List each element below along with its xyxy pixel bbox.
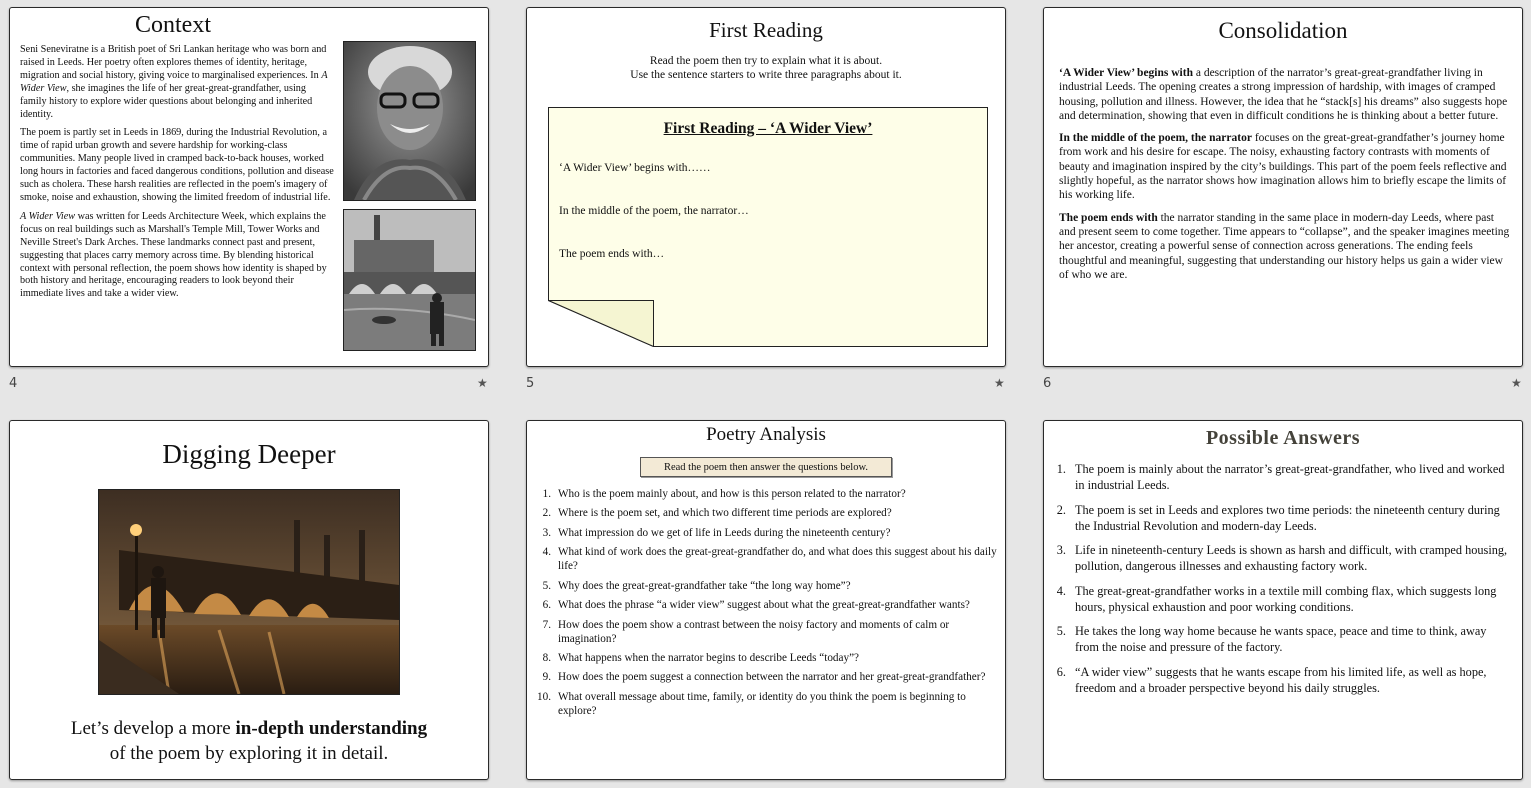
slide-number: 4 [9,376,18,391]
list-item: 7. How does the poem show a contrast between the noisy factory and moments of calm or imagination? [542,618,950,645]
list-item: 1. Who is the poem mainly about, and how is this person related to the narrator? [542,488,906,500]
consolidation-paragraph-1: ‘A Wider View’ begins with a description of the narrator’s great-great-grandfather living in industrial Leeds. The opening creates a strong impression of hardship, with images of cramped housing, pollution and illness. However, the idea that he “stack[s] his dreams” also suggests hope and determination, showing that even in difficult conditions he is thinking about a better future. [1059,67,1508,122]
poet-portrait-image [343,41,476,201]
slide-title: Poetry Analysis [706,424,826,445]
list-item: 2. The poem is set in Leeds and explores two time periods: the nineteenth century during the Industrial Revolution and modern-day Leeds. [1056,502,1500,533]
slide-caption: Let’s develop a more in-depth understanding of the poem by exploring it in detail. [70,718,428,764]
list-item: 3. What impression do we get of life in Leeds during the nineteenth century? [542,526,891,539]
list-item: 10. What overall message about time, family, or identity do you think the poem is beginning to explore? [537,690,966,717]
night-bridge-image [98,489,400,695]
instruction-banner: Read the poem then answer the questions below. [640,457,892,477]
list-item: 5. He takes the long way home because he wants space, peace and time to think, away from the noise and pressure of the factory. [1056,624,1487,654]
list-item: 6. “A wider view” suggests that he wants escape from his limited life, as well as hope, freedom and a broader perspective beyond his daily struggles. [1056,664,1487,695]
sentence-starter-2: In the middle of the poem, the narrator… [559,205,749,217]
slide-thumbnail-9[interactable] [1043,420,1523,780]
consolidation-paragraph-3: The poem ends with the narrator standing in the same place in modern-day Leeds, where past and present seem to come together. Time appears to “collapse”, and the speaker imagines meeting her ancestor, creating a powerful sense of connection across generations. The ending feels thoughtful and meaningful, suggesting that understanding our history helps us gain a wider view of who we are. [1059,211,1510,281]
context-paragraph-1: Seni Seneviratne is a British poet of Sri Lankan heritage who was born and raised in Leeds. Her poetry often explores themes of identity, heritage, migration and social history, giving voice to marginalised experiences. In A Wider View, she imagines the life of her great-great-grandfather, using family history to explore wider questions about belonging and inherited identity. [20,44,328,120]
slide-thumbnail-6[interactable] [1043,7,1523,367]
sentence-starter-1: ‘A Wider View’ begins with…… [559,162,711,174]
sticky-note [548,107,988,347]
star-icon: ★ [994,376,1005,390]
note-title: First Reading – ‘A Wider View’ [663,120,873,137]
slide-title: Consolidation [1218,18,1348,43]
list-item: 3. Life in nineteenth-century Leeds is shown as harsh and difficult, with cramped housing, pollution, dangerous illnesses and exhausting factory work. [1056,543,1508,573]
list-item: 5. Why does the great-great-grandfather take “the long way home”? [542,579,851,592]
context-paragraph-3: A Wider View was written for Leeds Architecture Week, which explains the focus on real buildings such as Marshall's Temple Mill, Tower Works and Neville Street's Dark Arches. These landmarks connect past and present, suggesting that places carry memory across time. By blending historical context with personal reflection, the poem shows how identity is shaped by both history and heritage, encouraging readers to look beyond their immediate lives and take a wider view. [20,210,327,300]
list-item: 4. What kind of work does the great-great-grandfather do, and what does this suggest about his daily life? [542,546,997,573]
consolidation-text [1059,66,1511,290]
slide-number: 5 [526,376,535,391]
slide-thumbnail-7[interactable] [9,420,489,780]
list-item: 6. What does the phrase “a wider view” suggest about what the great-great-grandfather wants? [542,599,970,612]
industrial-leeds-image [343,209,476,351]
star-icon: ★ [477,376,488,390]
context-paragraph-2: The poem is partly set in Leeds in 1869, during the Industrial Revolution, a time of rapid urban growth and severe hardship for working-class communities. Many people lived in cramped back-to-back houses, worked long hours in factories and faced dangerous conditions, pollution and disease such as cholera. These harsh realities are reflected in the poem's imagery of smoke, noise and exhaustion, showing the limited freedom of industrial life. [20,127,334,203]
list-item: 4. The great-great-grandfather works in a textile mill combing flax, which suggests long hours, physical exhaustion and poor working conditions. [1056,583,1497,614]
slide-title: First Reading [709,18,823,42]
slide-title: Possible Answers [1205,427,1361,449]
sentence-starter-3: The poem ends with… [559,248,665,260]
list-item: 8. What happens when the narrator begins to describe Leeds “today”? [542,651,860,664]
consolidation-paragraph-2: In the middle of the poem, the narrator focuses on the great-great-grandfather’s journey home from work and his desire for escape. The noisy, exhausting factory contrasts with moments of beauty and imagination inspired by the city’s buildings. This part of the poem feels reflective and slightly hopeful, as the narrator shows how imagination allows him to briefly escape the limits of his working life. [1059,132,1507,202]
list-item: 2. Where is the poem set, and which two different time periods are explored? [542,507,892,520]
context-text [20,44,334,307]
question-list [535,488,997,724]
list-item: 1. The poem is mainly about the narrator’s great-great-grandfather, who lived and worked in industrial Leeds. [1056,462,1505,492]
list-item: 9. How does the poem suggest a connection between the narrator and her great-great-grandfather? [542,671,986,684]
slide-number: 6 [1043,376,1052,391]
slide-thumbnail-5[interactable] [526,7,1006,367]
slide-thumbnail-8[interactable] [526,420,1006,780]
answer-list [1054,461,1512,704]
slide-thumbnail-4[interactable] [9,7,489,367]
slide-title: Context [135,12,211,38]
instructions: Read the poem then try to explain what it is about. Use the sentence starters to write three paragraphs about it. [630,55,902,81]
slide-title: Digging Deeper [162,439,336,469]
star-icon: ★ [1511,376,1522,390]
